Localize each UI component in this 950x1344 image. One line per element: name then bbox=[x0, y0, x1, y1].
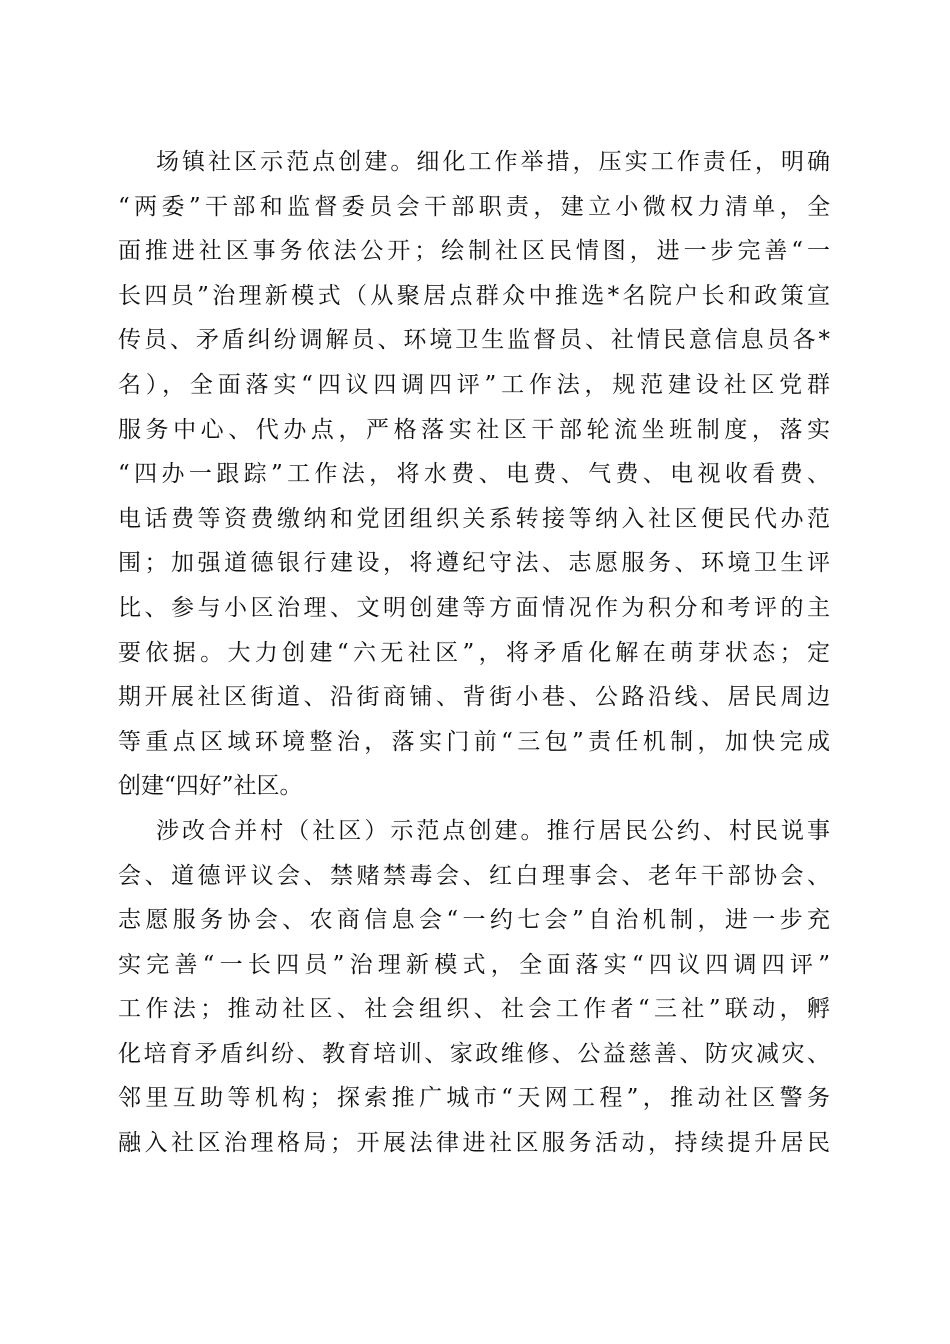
text-line: 融入社区治理格局；开展法律进社区服务活动，持续提升居民 bbox=[118, 1130, 830, 1157]
text-line: “四办一跟踪”工作法，将水费、电费、气费、电视收看费、 bbox=[118, 461, 830, 488]
text-line: 邻里互助等机构；探索推广城市“天网工程”，推动社区警务 bbox=[118, 1085, 830, 1112]
text-line: 期开展社区街道、沿街商铺、背街小巷、公路沿线、居民周边 bbox=[118, 684, 830, 711]
text-line: 要依据。大力创建“六无社区”，将矛盾化解在萌芽状态；定 bbox=[118, 639, 830, 666]
text-line: 长四员”治理新模式（从聚居点群众中推选*名院户长和政策宣 bbox=[118, 282, 830, 309]
text-line: 创建“四好”社区。 bbox=[118, 773, 303, 800]
paragraph-community-demo bbox=[118, 140, 830, 809]
text-line: 场镇社区示范点创建。细化工作举措，压实工作责任，明确 bbox=[156, 149, 830, 175]
text-line: 工作法；推动社区、社会组织、社会工作者“三社”联动，孵 bbox=[118, 996, 830, 1023]
paragraph-merged-village-demo bbox=[118, 809, 830, 1166]
text-line: 服务中心、代办点，严格落实社区干部轮流坐班制度，落实 bbox=[118, 416, 830, 443]
text-line: 围；加强道德银行建设，将遵纪守法、志愿服务、环境卫生评 bbox=[118, 550, 830, 577]
text-line: 等重点区域环境整治，落实门前“三包”责任机制，加快完成 bbox=[118, 728, 830, 755]
text-line: “两委”干部和监督委员会干部职责，建立小微权力清单，全 bbox=[118, 193, 830, 220]
text-line: 实完善“一长四员”治理新模式，全面落实“四议四调四评” bbox=[118, 951, 830, 978]
text-line: 电话费等资费缴纳和党团组织关系转接等纳入社区便民代办范 bbox=[118, 505, 830, 532]
text-line: 面推进社区事务依法公开；绘制社区民情图，进一步完善“一 bbox=[118, 238, 830, 265]
text-line: 名），全面落实“四议四调四评”工作法，规范建设社区党群 bbox=[118, 371, 830, 398]
text-line: 化培育矛盾纠纷、教育培训、家政维修、公益慈善、防灾减灾、 bbox=[118, 1040, 830, 1067]
text-line: 会、道德评议会、禁赌禁毒会、红白理事会、老年干部协会、 bbox=[118, 862, 830, 889]
text-line: 传员、矛盾纠纷调解员、环境卫生监督员、社情民意信息员各* bbox=[118, 327, 830, 354]
text-line: 比、参与小区治理、文明创建等方面情况作为积分和考评的主 bbox=[118, 594, 830, 621]
text-line: 志愿服务协会、农商信息会“一约七会”自治机制，进一步充 bbox=[118, 907, 830, 934]
text-line: 涉改合并村（社区）示范点创建。推行居民公约、村民说事 bbox=[156, 817, 830, 844]
document-body bbox=[118, 140, 830, 1166]
